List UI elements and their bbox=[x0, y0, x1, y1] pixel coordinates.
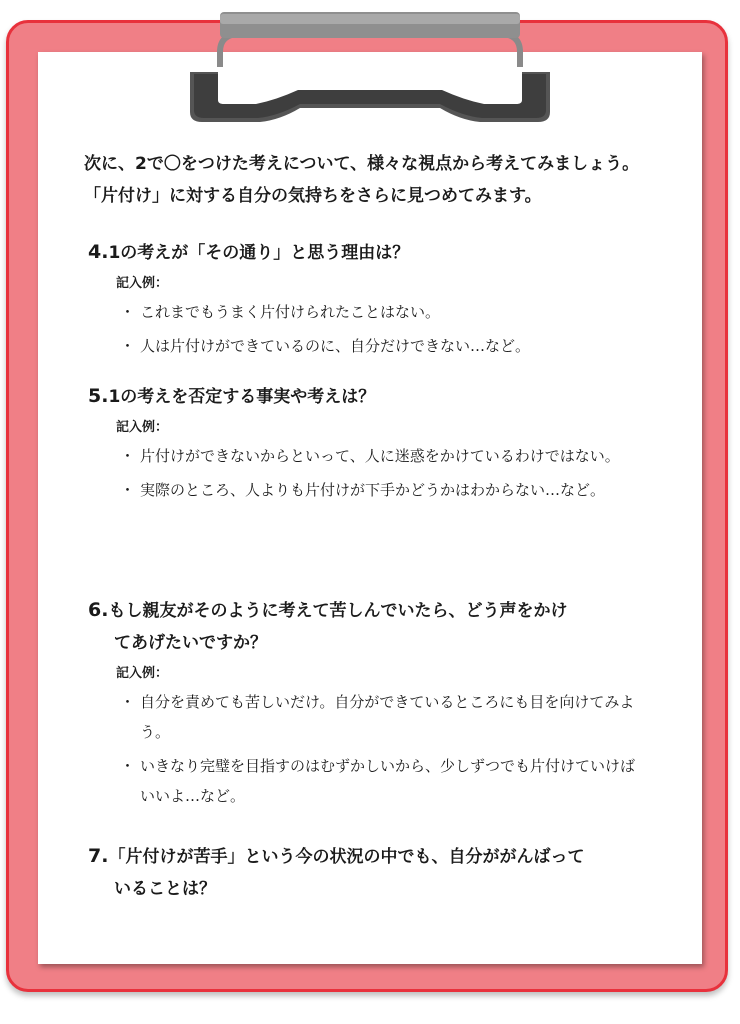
question-6 bbox=[88, 594, 688, 815]
bullet-icon: ・ bbox=[120, 481, 136, 499]
example-label: 記入例： bbox=[116, 666, 169, 681]
question-5 bbox=[88, 380, 688, 509]
list-item: ・ 実際のところ、人よりも片付けが下手かどうかはわからない…など。 bbox=[88, 475, 648, 505]
example-list bbox=[88, 441, 648, 505]
question-number: 7. bbox=[88, 845, 109, 867]
clipboard-clip-icon bbox=[190, 12, 550, 122]
list-item: ・ 自分を責めても苦しいだけ。自分ができているところにも目を向けてみよう。 bbox=[88, 687, 648, 747]
question-4 bbox=[88, 236, 688, 365]
intro-line-2: 「片付け」に対する自分の気持ちをさらに見つめてみます。 bbox=[84, 186, 542, 206]
example-list bbox=[88, 297, 688, 361]
list-item: ・ いきなり完璧を目指すのはむずかしいから、少しずつでも片付けていけばいいよ…など。 bbox=[88, 751, 648, 811]
list-item: ・ これまでもうまく片付けられたことはない。 bbox=[88, 297, 688, 327]
question-number: 6. bbox=[88, 599, 109, 621]
question-title: 5.1の考えを否定する事実や考えは？ bbox=[88, 385, 376, 407]
bullet-icon: ・ bbox=[120, 303, 136, 321]
example-label: 記入例： bbox=[116, 276, 169, 291]
question-7 bbox=[88, 840, 688, 905]
question-number: 4. bbox=[88, 241, 109, 263]
bullet-icon: ・ bbox=[120, 337, 136, 355]
example-list bbox=[88, 687, 648, 811]
question-title: 4.1の考えが「その通り」と思う理由は？ bbox=[88, 241, 410, 263]
list-item: ・ 片付けができないからといって、人に迷惑をかけているわけではない。 bbox=[88, 441, 648, 471]
example-label: 記入例： bbox=[116, 420, 169, 435]
question-title: 7.「片付けが苦手」という今の状況の中でも、自分ががんばって いることは？ bbox=[88, 845, 585, 899]
question-title: 6.もし親友がそのように考えて苦しんでいたら、どう声をかけ てあげたいですか？ bbox=[88, 599, 568, 653]
bullet-icon: ・ bbox=[120, 447, 136, 465]
question-number: 5. bbox=[88, 385, 109, 407]
bullet-icon: ・ bbox=[120, 693, 136, 711]
intro-line-1: 次に、2で〇をつけた考えについて、様々な視点から考えてみましょう。 bbox=[84, 154, 640, 174]
worksheet-content bbox=[84, 148, 694, 899]
bullet-icon: ・ bbox=[120, 757, 136, 775]
list-item: ・ 人は片付けができているのに、自分だけできない…など。 bbox=[88, 331, 688, 361]
